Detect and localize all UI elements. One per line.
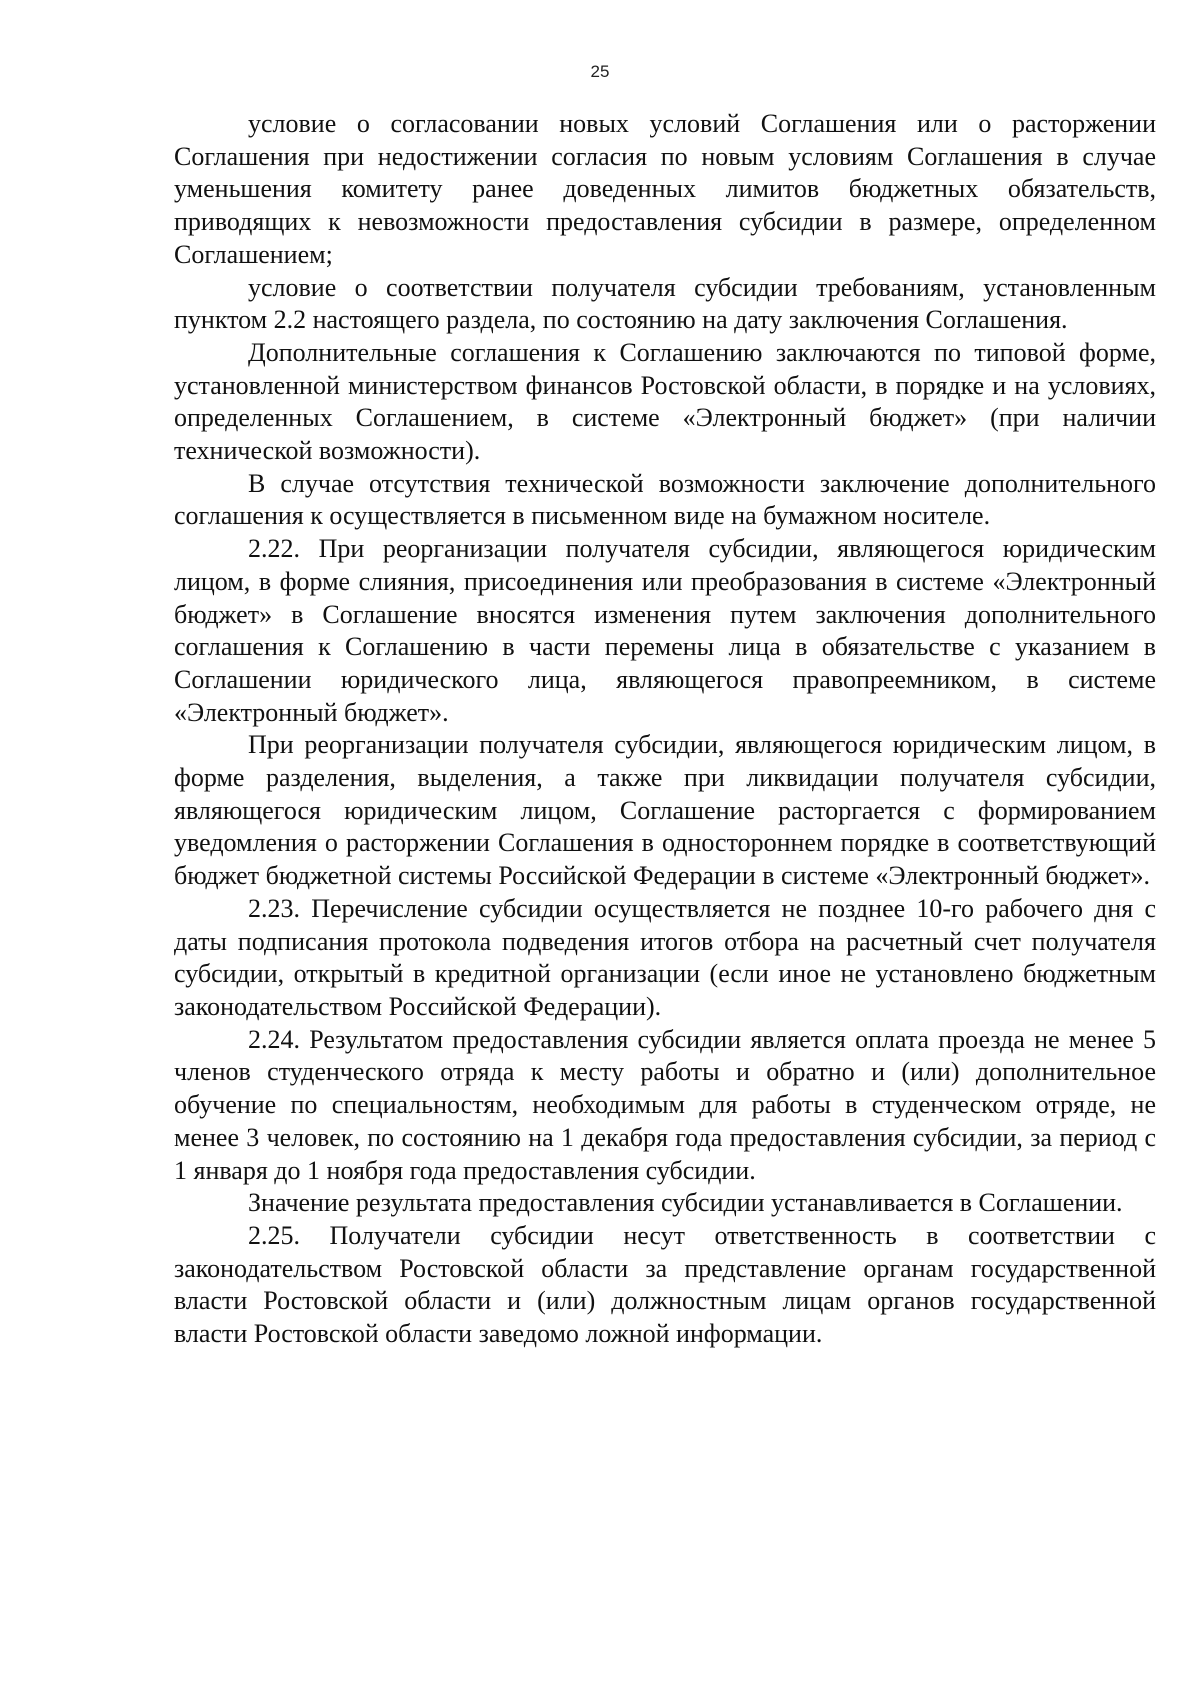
paragraph-recipient-requirements-condition: условие о соответствии получателя субсидии требованиям, установленным пунктом 2.2 настоящего раздела, по состоянию на дату заключения Соглашения. (174, 272, 1156, 335)
document-body (174, 108, 1156, 1351)
paragraph-2-22: 2.22. При реорганизации получателя субсидии, являющегося юридическим лицом, в форме слияния, присоединения или преобразования в системе «Электронный бюджет» в Соглашение вносятся изменения путем заключения дополнительного соглашения к Соглашению в части перемены лица в обязательстве с указанием в Соглашении юридического лица, являющегося правопреемником, в системе «Электронный бюджет». (174, 534, 1156, 727)
page-number: 25 (590, 62, 610, 81)
paragraph-2-24: 2.24. Результатом предоставления субсидии является оплата проезда не менее 5 членов студенческого отряда к месту работы и обратно и (или) дополнительное обучение по специальностям, необходимым для работы в студенческом отряде, не менее 3 человек, по состоянию на 1 декабря года предоставления субсидии, за период с 1 января до 1 ноября года предоставления субсидии. (174, 1024, 1156, 1185)
paragraph-result-value: Значение результата предоставления субсидии устанавливается в Соглашении. (248, 1188, 1123, 1218)
paragraph-2-23: 2.23. Перечисление субсидии осуществляется не позднее 10-го рабочего дня с даты подписания протокола подведения итогов отбора на расчетный счет получателя субсидии, открытый в кредитной организации (если иное не установлено бюджетным законодательством Российской Федерации). (174, 893, 1156, 1021)
paragraph-paper-form: В случае отсутствия технической возможности заключение дополнительного соглашения к осуществляется в письменном виде на бумажном носителе. (174, 468, 1156, 531)
paragraph-additional-agreements: Дополнительные соглашения к Соглашению заключаются по типовой форме, установленной министерством финансов Ростовской области, в порядке и на условиях, определенных Соглашением, в системе «Электронный бюджет» (при наличии технической возможности). (174, 337, 1156, 466)
paragraph-2-25: 2.25. Получатели субсидии несут ответственность в соответствии с законодательством Ростовской области за представление органам государственной власти Ростовской области и (или) должностным лицам органов государственной власти Ростовской области заведомо ложной информации. (174, 1220, 1156, 1349)
paragraph-agreement-termination-condition: условие о согласовании новых условий Соглашения или о расторжении Соглашения при недостижении согласия по новым условиям Соглашения в случае уменьшения комитету ранее доведенных лимитов бюджетных обязательств, приводящих к невозможности предоставления субсидии в размере, определенном Соглашением; (174, 109, 1156, 269)
paragraph-reorganization-termination: При реорганизации получателя субсидии, являющегося юридическим лицом, в форме разделения, выделения, а также при ликвидации получателя субсидии, являющегося юридическим лицом, Соглашение расторгается с формированием уведомления о расторжении Соглашения в одностороннем порядке в соответствующий бюджет бюджетной системы Российской Федерации в системе «Электронный бюджет». (174, 730, 1156, 891)
